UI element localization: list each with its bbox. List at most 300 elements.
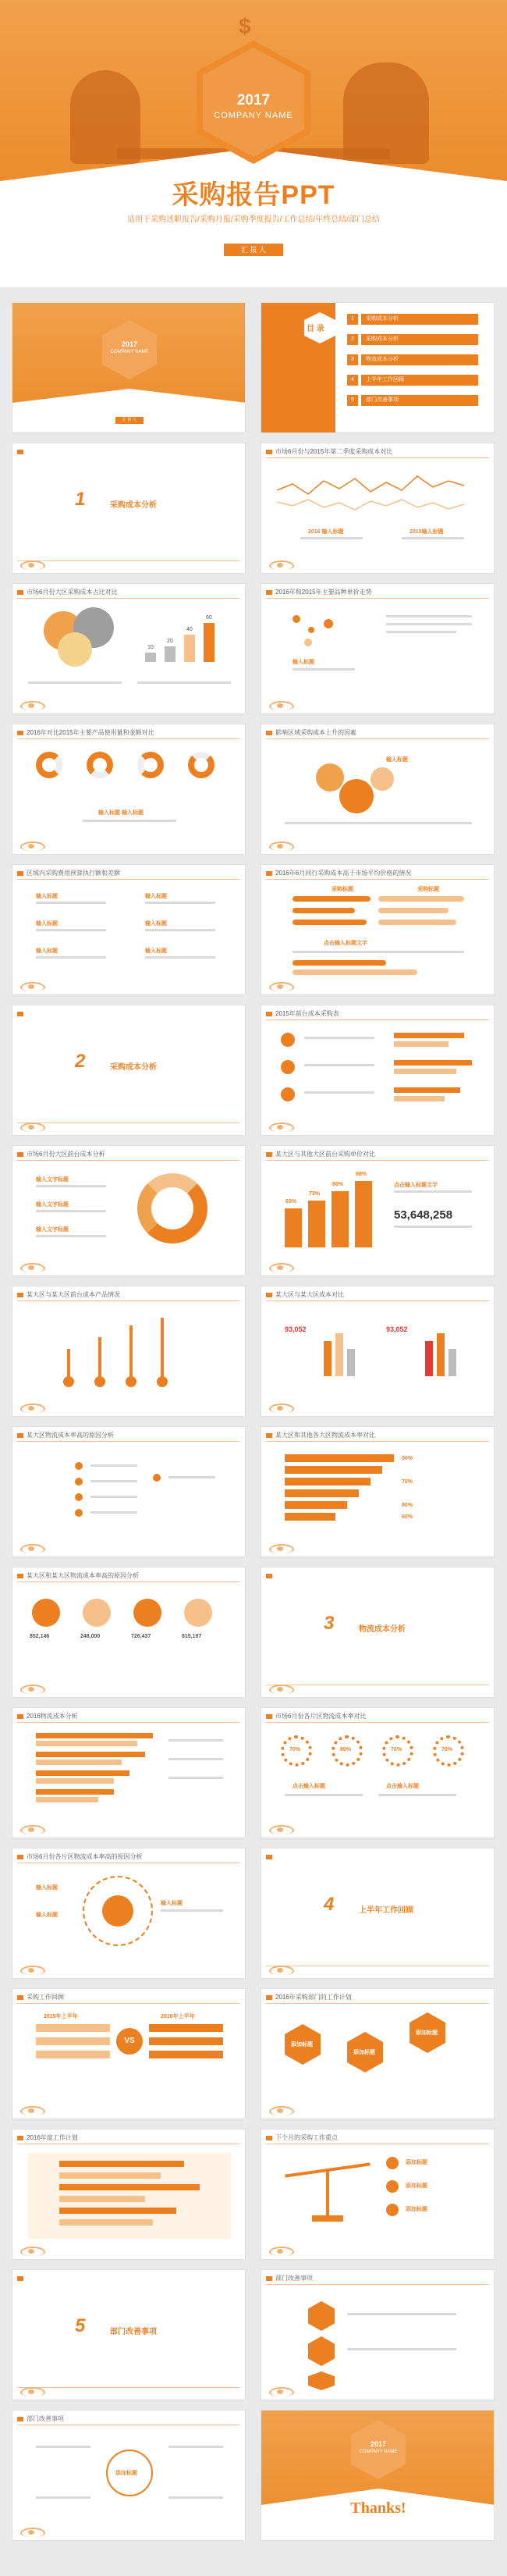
slide-flag xyxy=(17,2417,23,2421)
logo-icon xyxy=(269,701,291,709)
toc-num-1: 1 xyxy=(347,314,358,325)
section-number: 4 xyxy=(324,1894,335,1915)
slide-title: 2016年采购部门的工作计划 xyxy=(275,1994,352,2001)
toc-item-2[interactable]: 采购成本分析 xyxy=(361,334,478,345)
label-a: 输入标题 输入标题 xyxy=(98,810,144,816)
logo-icon xyxy=(20,1825,42,1833)
column-1 xyxy=(285,1208,302,1247)
slide-title: 2016物流成本分析 xyxy=(27,1713,78,1720)
col xyxy=(448,1349,456,1376)
slide-rule xyxy=(17,598,240,599)
slide-title: 某大区和某大区物流成本率高的原因分析 xyxy=(27,1572,139,1579)
legend-a: 2016 输入标题 xyxy=(308,529,344,535)
bullet xyxy=(75,1478,83,1485)
logo-icon xyxy=(269,1966,291,1973)
bullet xyxy=(75,1509,83,1517)
slide-scatter[interactable] xyxy=(261,583,495,714)
hero-cover-slide xyxy=(0,0,507,287)
logo-icon xyxy=(269,1263,291,1271)
label-a: 输入文字标题 xyxy=(36,1177,69,1183)
pct-3: 70% xyxy=(391,1747,402,1752)
slide-stair-bars[interactable] xyxy=(261,1426,495,1557)
logo-icon xyxy=(269,560,291,568)
placeholder-text xyxy=(90,1464,137,1467)
placeholder-text xyxy=(168,2496,223,2499)
bubble xyxy=(370,767,394,791)
placeholder-text xyxy=(347,2348,456,2350)
slide-bubble-bars[interactable] xyxy=(12,583,246,714)
hbar xyxy=(36,1759,122,1765)
col xyxy=(437,1333,445,1376)
placeholder-text xyxy=(168,1476,215,1478)
bullet xyxy=(75,1462,83,1470)
placeholder-text xyxy=(145,902,215,904)
slide-toc[interactable] xyxy=(261,302,495,433)
slide-flag xyxy=(266,1152,272,1157)
label-a: 点击输入标题 xyxy=(292,1784,325,1789)
hex xyxy=(308,2336,335,2366)
pct-1: 70% xyxy=(289,1747,301,1752)
column-label-4: 88% xyxy=(356,1172,367,1177)
label-b: 输入标题 xyxy=(36,1912,58,1918)
slide-title: 市场6月份大区前台成本分析 xyxy=(27,1151,105,1158)
label-a: 输入标题 xyxy=(36,1885,58,1891)
scale-base xyxy=(312,2215,343,2222)
slide-plan-hex[interactable] xyxy=(261,1988,495,2119)
logo-icon xyxy=(269,1123,291,1130)
placeholder-text xyxy=(304,1037,374,1039)
hero-subtitle: 适用于采购述职报告/采购月报/采购季度报告/工作总结/年终总结/部门总结 xyxy=(127,215,380,224)
logo-icon xyxy=(20,982,42,990)
marker xyxy=(281,1087,295,1101)
hex-label-3: 添加标题 xyxy=(416,2030,438,2036)
pct-c: 80% xyxy=(402,1503,413,1508)
slide-flag xyxy=(17,2276,23,2281)
bar xyxy=(36,2024,110,2032)
center-label: 添加标题 xyxy=(115,2471,137,2476)
label-a: 采购标题 xyxy=(332,887,353,892)
toc-item-4[interactable]: 上半年工作回顾 xyxy=(361,375,478,386)
slide-four-circles[interactable] xyxy=(12,1567,246,1698)
hbar xyxy=(36,1789,114,1795)
slide-flag xyxy=(266,1293,272,1297)
slide-flag xyxy=(266,590,272,595)
placeholder-text xyxy=(36,2446,90,2448)
gantt-bar xyxy=(59,2161,184,2167)
cover-title: 采购报告PPT xyxy=(90,393,169,407)
circle-3 xyxy=(133,1599,161,1627)
slide-column[interactable] xyxy=(261,1145,495,1276)
placeholder-text xyxy=(285,822,472,824)
label-c: 点击输入标题文字 xyxy=(324,941,367,946)
bar-label-1: 10 xyxy=(147,645,154,650)
gantt-bar xyxy=(59,2219,153,2226)
placeholder-text xyxy=(36,1235,106,1237)
label: 点击输入标题文字 xyxy=(394,1183,438,1188)
slide-section-3[interactable] xyxy=(261,1567,495,1698)
gantt-bar xyxy=(59,2208,176,2214)
slide-rule xyxy=(17,1441,240,1442)
placeholder-text xyxy=(90,1480,137,1482)
slide-flag xyxy=(266,1855,272,1859)
slide-flag xyxy=(266,1714,272,1719)
hbar xyxy=(378,920,456,925)
point xyxy=(304,639,312,646)
logo-icon xyxy=(269,841,291,849)
placeholder-text xyxy=(161,1909,223,1912)
hbar xyxy=(36,1797,98,1802)
slide-flag xyxy=(17,450,23,454)
value-b: 93,052 xyxy=(386,1325,408,1333)
circle-4 xyxy=(184,1599,212,1627)
label-c: 添加标题 xyxy=(406,2207,427,2212)
slide-scale[interactable] xyxy=(261,2129,495,2260)
slide-flag xyxy=(266,450,272,454)
slide-title: 市场6月份各片区物流成本率高的原因分析 xyxy=(27,1853,143,1860)
col xyxy=(425,1341,433,1376)
donut-2 xyxy=(87,752,113,778)
label-a: 输入标题 xyxy=(292,660,314,665)
slide-title: 2016年对比2015年主要产品使用量和金额对比 xyxy=(27,729,154,736)
value-a: 93,052 xyxy=(285,1325,307,1333)
placeholder-text xyxy=(36,1185,106,1187)
toc-num-5: 5 xyxy=(347,395,358,406)
cover-year: 2017 xyxy=(121,340,138,348)
logo-icon xyxy=(20,1263,42,1271)
section-number: 5 xyxy=(75,2315,86,2336)
hbar xyxy=(285,1501,347,1509)
stem xyxy=(161,1318,164,1380)
slide-flag xyxy=(266,1012,272,1016)
hex-label-2: 添加标题 xyxy=(353,2050,375,2055)
hbar xyxy=(292,970,417,975)
label-a: 输入标题 xyxy=(36,921,58,927)
slide-flag xyxy=(17,590,23,595)
circle-1 xyxy=(32,1599,60,1627)
hbar xyxy=(394,1096,445,1101)
hero-reporter-button[interactable]: 汇 报 人 xyxy=(224,244,283,256)
logo-icon xyxy=(20,841,42,849)
hbar xyxy=(36,1770,129,1776)
slide-cover-thumb[interactable] xyxy=(12,302,246,433)
bar-label-3: 40 xyxy=(186,627,193,632)
logo-icon xyxy=(20,2528,42,2535)
label-b: 输入标题 xyxy=(145,921,167,927)
slide-flag xyxy=(17,731,23,735)
slide-title: 某大区与某大区成本对比 xyxy=(275,1291,344,1298)
placeholder-text xyxy=(347,2313,456,2315)
pct-b: 70% xyxy=(402,1479,413,1485)
column-label-1: 63% xyxy=(285,1199,297,1204)
thanks-company: COMPANY NAME xyxy=(359,2450,398,2454)
slide-section-5[interactable] xyxy=(12,2269,246,2400)
label-b: 2016年上半年 xyxy=(161,2014,195,2019)
hex xyxy=(308,2371,335,2390)
bar-label-4: 60 xyxy=(206,615,212,621)
dollar-icon: $ xyxy=(239,14,251,38)
hbar xyxy=(292,960,386,966)
placeholder-text xyxy=(36,956,106,959)
slide-flag xyxy=(17,871,23,876)
section-number: 2 xyxy=(75,1051,86,1072)
placeholder-text xyxy=(285,1794,363,1796)
toc-label: 目 录 xyxy=(307,325,324,333)
bulb xyxy=(126,1376,136,1387)
bar-2 xyxy=(165,646,176,662)
bar-3 xyxy=(184,635,195,662)
section-label: 上半年工作回顾 xyxy=(359,1906,413,1915)
vs-badge: VS xyxy=(116,2028,143,2055)
label-b: 输入标题 xyxy=(145,948,167,954)
point xyxy=(324,619,333,628)
column-4 xyxy=(355,1181,372,1247)
placeholder-text xyxy=(394,1226,472,1228)
pct-a: 90% xyxy=(402,1456,413,1461)
logo-icon xyxy=(20,1544,42,1552)
slide-title: 某大区与某大区前台成本产品情况 xyxy=(27,1291,120,1298)
value-2: 248,000 xyxy=(80,1634,101,1639)
cover-reporter: 汇 报 人 xyxy=(115,417,144,424)
placeholder-text xyxy=(402,537,464,539)
label-a: 添加标题 xyxy=(406,2160,427,2165)
col xyxy=(335,1333,343,1376)
hbar xyxy=(285,1489,359,1497)
logo-icon xyxy=(269,2247,291,2254)
slide-title: 市场6月份大区采购成本占比对比 xyxy=(27,589,118,596)
logo-icon xyxy=(20,1123,42,1130)
label-a: 2015年上半年 xyxy=(44,2014,78,2019)
section-label: 采购成本分析 xyxy=(110,1063,157,1072)
big-number: 53,648,258 xyxy=(394,1208,453,1222)
marker xyxy=(281,1033,295,1047)
placeholder-text xyxy=(292,668,355,671)
bar-1 xyxy=(145,653,156,662)
section-number: 1 xyxy=(75,489,86,510)
bubble xyxy=(316,763,344,792)
slide-rule xyxy=(266,879,489,880)
placeholder-text xyxy=(168,2446,223,2448)
hero-company: COMPANY NAME xyxy=(214,111,293,120)
slide-factors[interactable] xyxy=(261,724,495,855)
hbar xyxy=(36,1733,153,1738)
hero-title: 采购报告PPT xyxy=(172,180,335,210)
logo-icon xyxy=(20,1966,42,1973)
toc-num-3: 3 xyxy=(347,354,358,365)
placeholder-text xyxy=(386,623,472,625)
logo-icon xyxy=(20,2387,42,2395)
slide-gear-pct[interactable] xyxy=(261,1707,495,1838)
slide-flag xyxy=(17,1995,23,2000)
slide-flag xyxy=(266,1574,272,1578)
slide-rule xyxy=(266,2284,489,2285)
section-label: 物流成本分析 xyxy=(359,1625,406,1634)
slide-thanks[interactable] xyxy=(261,2410,495,2541)
slide-title: 区域内采购费用预算执行额和差额 xyxy=(27,870,120,877)
logo-icon xyxy=(269,2387,291,2395)
slide-title: 某大区和其他各大区物流成本率对比 xyxy=(275,1432,375,1439)
placeholder-text xyxy=(386,615,472,617)
stem xyxy=(98,1337,101,1380)
hero-year: 2017 xyxy=(236,92,271,109)
bar xyxy=(36,2051,110,2058)
step-marker xyxy=(386,2157,399,2169)
slide-title: 某大区物流成本率高的原因分析 xyxy=(27,1432,114,1439)
slide-flag xyxy=(266,731,272,735)
slide-gantt[interactable] xyxy=(12,2129,246,2260)
value-4: 815,197 xyxy=(182,1634,202,1639)
point xyxy=(292,615,300,623)
hbar xyxy=(394,1060,472,1066)
hbar xyxy=(394,1087,460,1093)
hbar xyxy=(378,896,464,902)
slide-flag xyxy=(17,1855,23,1859)
placeholder-text xyxy=(168,1777,223,1779)
placeholder-text xyxy=(168,1739,223,1742)
slide-rule xyxy=(266,738,489,739)
hbar xyxy=(292,908,355,913)
pct-2: 60% xyxy=(340,1747,352,1752)
slide-flag xyxy=(17,1714,23,1719)
slide-flag xyxy=(266,1995,272,2000)
placeholder-text xyxy=(394,1190,472,1193)
logo-icon xyxy=(20,560,42,568)
slide-rule xyxy=(266,1722,489,1723)
hbar xyxy=(285,1478,370,1485)
slide-flag xyxy=(17,2136,23,2140)
stem xyxy=(67,1349,70,1380)
gantt-bar xyxy=(59,2184,200,2190)
step-marker xyxy=(386,2180,399,2193)
slide-rule xyxy=(17,2387,240,2388)
slide-budget[interactable] xyxy=(12,864,246,995)
hex xyxy=(308,2301,335,2331)
pct-d: 60% xyxy=(402,1514,413,1520)
slide-flag xyxy=(17,1433,23,1438)
bar xyxy=(149,2051,223,2058)
logo-icon xyxy=(20,2106,42,2114)
placeholder-text xyxy=(145,929,215,931)
slide-rule xyxy=(17,738,240,739)
bullet xyxy=(75,1493,83,1501)
col xyxy=(347,1349,355,1376)
slide-title: 影响区域采购成本上升的因素 xyxy=(275,729,356,736)
placeholder-text xyxy=(304,1064,374,1066)
slide-rule xyxy=(266,1300,489,1301)
gantt-bar xyxy=(59,2172,161,2179)
slide-title: 市场6月份与2015年第二季度采购成本对比 xyxy=(275,448,393,455)
donut-1 xyxy=(36,752,62,778)
bubble-yellow xyxy=(58,632,92,667)
slide-rule xyxy=(266,457,489,458)
slide-rule xyxy=(17,1160,240,1161)
bubble xyxy=(339,779,374,813)
column-2 xyxy=(308,1201,325,1247)
slide-improve-hex[interactable] xyxy=(261,2269,495,2400)
label-a: 点击输入标题 xyxy=(386,1784,419,1789)
slide-rule xyxy=(266,1160,489,1161)
slide-flag xyxy=(17,1293,23,1297)
slide-donuts[interactable] xyxy=(12,724,246,855)
slide-title: 市场6月份各片区物流成本率对比 xyxy=(275,1713,367,1720)
slide-flag xyxy=(17,1012,23,1016)
gantt-bar xyxy=(59,2196,145,2202)
slide-ring[interactable] xyxy=(12,1145,246,1276)
slide-rule xyxy=(266,1441,489,1442)
logo-icon xyxy=(269,2106,291,2114)
slide-flag xyxy=(266,871,272,876)
pct-4: 70% xyxy=(441,1747,453,1752)
slide-section-4[interactable] xyxy=(261,1848,495,1979)
slide-flag xyxy=(266,2276,272,2281)
hbar xyxy=(36,1778,114,1784)
logo-icon xyxy=(269,982,291,990)
toc-item-1[interactable]: 采购成本分析 xyxy=(361,314,478,325)
slide-rule xyxy=(266,1019,489,1020)
slide-thermometers[interactable] xyxy=(12,1286,246,1417)
slide-mindmap[interactable] xyxy=(12,2410,246,2541)
toc-num-2: 2 xyxy=(347,334,358,345)
slide-line-chart[interactable] xyxy=(261,443,495,574)
logo-icon xyxy=(269,1544,291,1552)
placeholder-text xyxy=(90,1496,137,1498)
toc-item-3[interactable]: 物流成本分析 xyxy=(361,354,478,365)
hbar xyxy=(36,1741,137,1746)
slide-title: 2016年和2015年主要品种单价走势 xyxy=(275,589,372,596)
hbar xyxy=(394,1041,448,1047)
point xyxy=(308,627,314,633)
hbar xyxy=(394,1069,456,1074)
slide-title: 2015年前台成本采购表 xyxy=(275,1010,339,1017)
logo-icon xyxy=(20,2247,42,2254)
marker xyxy=(281,1060,295,1074)
label-a: 输入标题 xyxy=(36,894,58,899)
logo-icon xyxy=(20,701,42,709)
slide-section-1[interactable] xyxy=(12,443,246,574)
bar-4 xyxy=(204,623,214,662)
line-chart xyxy=(277,467,480,521)
logo-icon xyxy=(20,1404,42,1411)
placeholder-text xyxy=(36,1210,106,1212)
slide-cost-table[interactable] xyxy=(261,1005,495,1136)
label-b: 输入文字标题 xyxy=(36,1202,69,1208)
slide-section-2[interactable] xyxy=(12,1005,246,1136)
logo-icon xyxy=(269,1825,291,1833)
placeholder-text xyxy=(83,820,176,822)
slide-hbars[interactable] xyxy=(261,864,495,995)
slide-rings-reason[interactable] xyxy=(12,1848,246,1979)
circle-2 xyxy=(83,1599,111,1627)
slide-compare[interactable] xyxy=(261,1286,495,1417)
slide-title: 某大区与其他大区前台采购单价对比 xyxy=(275,1151,375,1158)
toc-item-5[interactable]: 部门改善事项 xyxy=(361,395,478,406)
donut-4 xyxy=(188,752,214,778)
slide-logistics-bars[interactable] xyxy=(12,1707,246,1838)
slide-reasons[interactable] xyxy=(12,1426,246,1557)
column-label-3: 80% xyxy=(332,1182,344,1187)
placeholder-text xyxy=(386,631,456,633)
column-label-2: 73% xyxy=(309,1191,321,1197)
slide-flag xyxy=(17,1152,23,1157)
slide-vs[interactable] xyxy=(12,1988,246,2119)
slide-title: 2016年6月同行采购成本高于市场平均价格的情况 xyxy=(275,870,412,877)
slide-rule xyxy=(266,2003,489,2004)
hbar xyxy=(285,1454,394,1462)
bulb xyxy=(63,1376,74,1387)
bar xyxy=(149,2024,223,2032)
step-marker xyxy=(386,2204,399,2216)
placeholder-text xyxy=(36,902,106,904)
toc-num-4: 4 xyxy=(347,375,358,386)
